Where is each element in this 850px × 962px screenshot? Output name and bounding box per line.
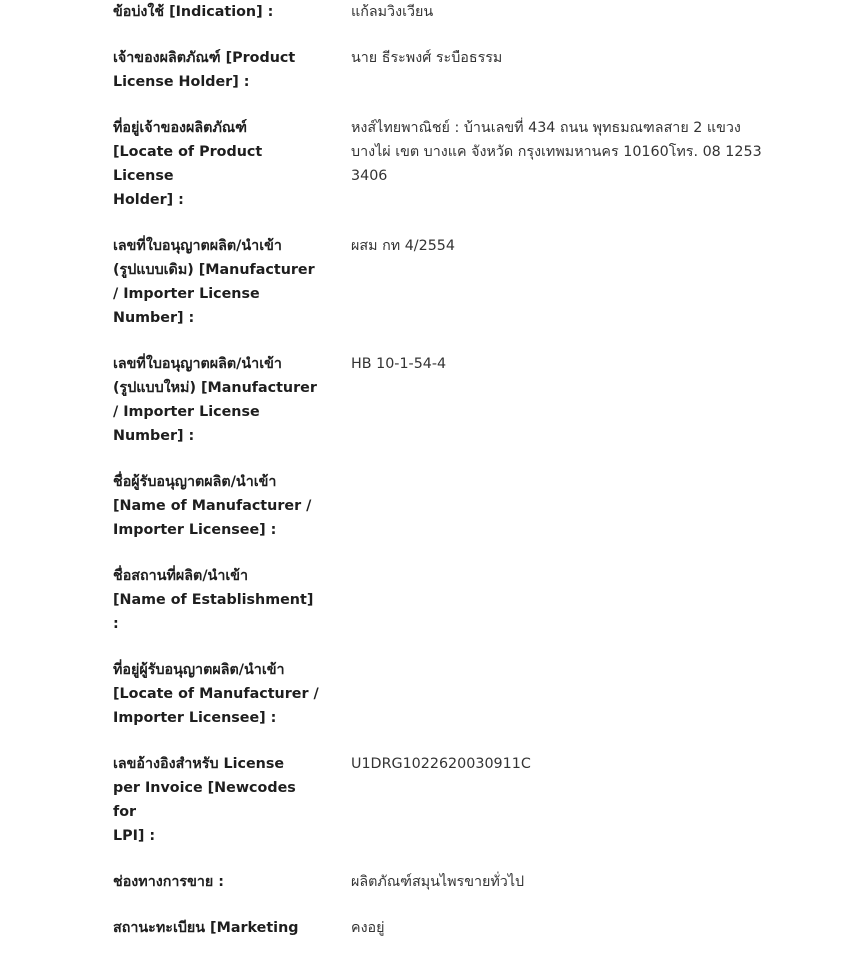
field-label-licensee-name: ชื่อผู้รับอนุญาตผลิต/นำเข้า [Name of Manufacturer / Importer Licensee] : <box>113 474 312 538</box>
field-label-establishment-name: ชื่อสถานที่ผลิต/นำเข้า [Name of Establishment] : <box>113 568 314 632</box>
field-row-indication <box>113 0 793 46</box>
field-label-license-holder: เจ้าของผลิตภัณฑ์ [Product License Holder] : <box>113 50 296 90</box>
field-value-license-holder: นาย ธีระพงศ์ ระบือธรรม <box>351 50 503 66</box>
field-value-indication: แก้ลมวิงเวียน <box>351 4 434 20</box>
field-row-sales-channel <box>113 870 793 916</box>
field-value-sales-channel: ผลิตภัณฑ์สมุนไพรขายทั่วไป <box>351 874 525 890</box>
field-row-lpi-code <box>113 752 793 870</box>
field-value-license-number-new: HB 10-1-54-4 <box>351 356 447 372</box>
field-row-licensee-address <box>113 658 793 752</box>
field-row-registration-status <box>113 916 793 962</box>
field-row-license-number-new <box>113 352 793 470</box>
field-row-license-holder <box>113 46 793 116</box>
field-label-licensee-address: ที่อยู่ผู้รับอนุญาตผลิต/นำเข้า [Locate of Manufacturer / Importer Licensee] : <box>113 662 319 726</box>
field-value-holder-address: หงส์ไทยพาณิชย์ : บ้านเลขที่ 434 ถนน พุทธมณฑลสาย 2 แขวง บางไผ่ เขต บางแค จังหวัด กรุงเทพมหานคร 10160โทร. 08 1253 3406 <box>351 120 762 184</box>
field-label-sales-channel: ช่องทางการขาย : <box>113 874 224 890</box>
field-row-holder-address <box>113 116 793 234</box>
field-label-lpi-code: เลขอ้างอิงสำหรับ License per Invoice [Newcodes for LPI] : <box>113 756 296 844</box>
field-row-licensee-name <box>113 470 793 564</box>
field-label-registration-status: สถานะทะเบียน [Marketing <box>113 920 299 936</box>
field-label-license-number-old: เลขที่ใบอนุญาตผลิต/นำเข้า (รูปแบบเดิม) [Manufacturer / Importer License Number] : <box>113 238 315 326</box>
field-label-holder-address: ที่อยู่เจ้าของผลิตภัณฑ์ [Locate of Product License Holder] : <box>113 120 263 208</box>
product-detail-list <box>113 0 793 962</box>
field-row-establishment-name <box>113 564 793 658</box>
field-value-registration-status: คงอยู่ <box>351 920 385 936</box>
field-value-license-number-old: ผสม กท 4/2554 <box>351 238 455 254</box>
field-row-license-number-old <box>113 234 793 352</box>
field-value-lpi-code: U1DRG1022620030911C <box>351 756 531 772</box>
field-label-indication: ข้อบ่งใช้ [Indication] : <box>113 4 274 20</box>
field-label-license-number-new: เลขที่ใบอนุญาตผลิต/นำเข้า (รูปแบบใหม่) [Manufacturer / Importer License Number] : <box>113 356 317 444</box>
